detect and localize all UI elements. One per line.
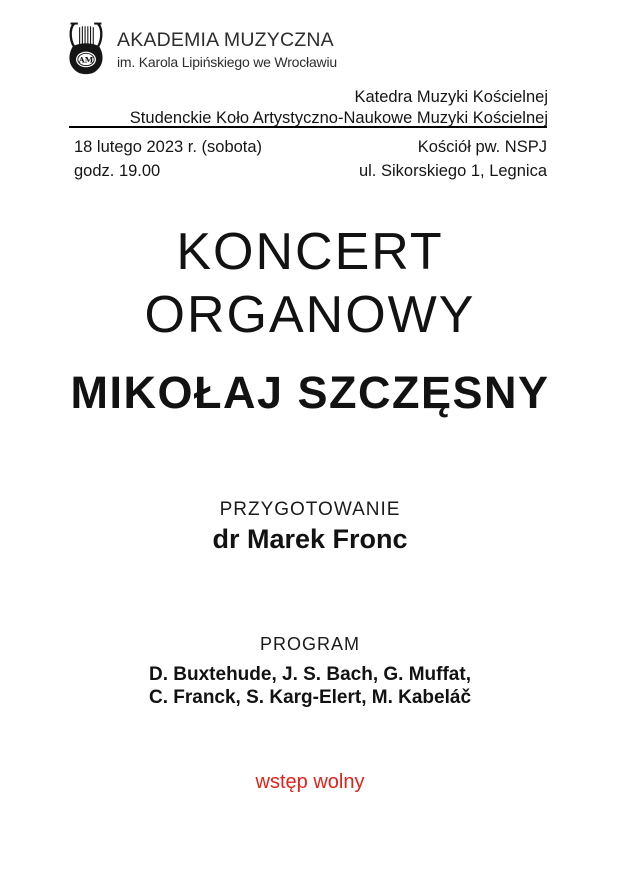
event-address: ul. Sikorskiego 1, Legnica: [358, 162, 547, 180]
academy-logo: [66, 20, 337, 78]
lyre-icon: [66, 20, 106, 78]
program-label: PROGRAM: [259, 634, 360, 654]
org-subtitle: im. Karola Lipińskiego we Wrocławiu: [117, 53, 337, 70]
concert-title: [0, 221, 620, 347]
concert-title-line-1: KONCERT: [176, 223, 444, 281]
program-line-2: C. Franck, S. Karg-Elert, M. Kabeláč: [148, 687, 472, 708]
header-divider: [69, 126, 547, 128]
preparation-label: PRZYGOTOWANIE: [219, 499, 401, 520]
department-line-1: Katedra Muzyki Kościelnej: [354, 88, 548, 106]
event-time: godz. 19.00: [74, 162, 161, 180]
performer-name: MIKOŁAJ SZCZĘSNY: [70, 367, 550, 418]
concert-title-line-2: ORGANOWY: [144, 286, 476, 344]
event-info: [74, 135, 547, 183]
org-name: AKADEMIA MUZYCZNA: [117, 28, 334, 51]
program-composers: [0, 663, 620, 709]
event-date: 18 lutego 2023 r. (sobota): [74, 138, 263, 156]
department-line-2: Studenckie Koło Artystyczno-Naukowe Muzyki Kościelnej: [129, 108, 548, 127]
admission-note: wstęp wolny: [255, 771, 365, 793]
department-lines: [130, 87, 548, 128]
preparation-name: dr Marek Fronc: [212, 524, 408, 554]
lyre-monogram: AM: [78, 55, 94, 65]
event-venue: Kościół pw. NSPJ: [417, 138, 547, 156]
program-line-1: D. Buxtehude, J. S. Bach, G. Muffat,: [149, 664, 471, 685]
